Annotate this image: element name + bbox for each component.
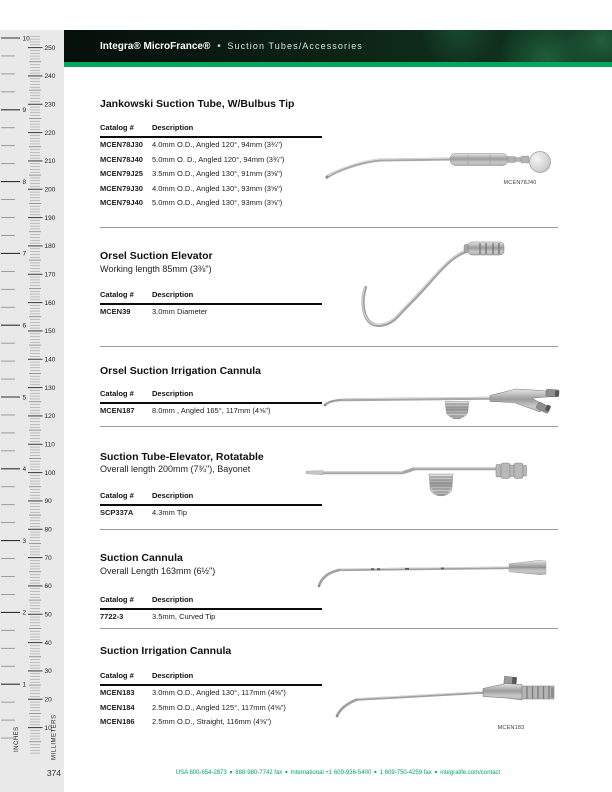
table-body (100, 610, 322, 625)
svg-text:160: 160 (44, 299, 56, 307)
catalog-table (100, 388, 322, 419)
svg-text:200: 200 (44, 186, 56, 194)
catalog-number: MCEN187 (100, 406, 135, 415)
svg-text:3: 3 (22, 537, 27, 545)
section-subtitle: Overall length 200mm (7¾"), Bayonet (100, 464, 251, 474)
bulbus-tip (530, 152, 551, 173)
svg-text:80: 80 (44, 526, 52, 534)
svg-text:30: 30 (44, 668, 52, 676)
svg-text:180: 180 (44, 243, 56, 251)
column-header-catalog: Catalog # (100, 290, 134, 299)
catalog-number: MCEN39 (100, 307, 131, 316)
footer-bullet-icon: ■ (374, 769, 377, 774)
accent-stripe (64, 62, 612, 67)
footer-bullet-icon: ■ (434, 769, 438, 774)
catalog-table (100, 289, 322, 320)
svg-text:140: 140 (44, 356, 56, 364)
section-title-suction-cannula: Suction Cannula (100, 552, 183, 564)
table-body (100, 686, 322, 730)
svg-text:150: 150 (44, 328, 56, 336)
table-row (100, 715, 322, 730)
svg-text:170: 170 (44, 271, 56, 279)
catalog-table (100, 670, 322, 730)
svg-text:4: 4 (22, 466, 27, 474)
footer-item: International +1 609-936-5400 (290, 770, 372, 776)
svg-text:2: 2 (22, 609, 27, 617)
table-body (100, 138, 322, 211)
item-description: 8.0mm , Angled 165°, 117mm (4⅝") (152, 406, 271, 415)
page-header (64, 30, 612, 62)
table-row (100, 610, 322, 625)
column-header-description: Description (152, 290, 194, 299)
table-row (100, 196, 322, 211)
section-divider (100, 426, 558, 427)
table-body (100, 404, 322, 419)
footer-item: USA 800-654-2873 (175, 770, 227, 776)
section-title-jankowski-suction-tube: Jankowski Suction Tube, W/Bulbus Tip (100, 98, 295, 110)
catalog-number: MCEN183 (100, 688, 135, 697)
column-header-description: Description (152, 671, 194, 680)
table-row (100, 404, 322, 419)
svg-text:250: 250 (44, 44, 56, 52)
item-description: 3.5mm O.D., Angled 130°, 91mm (3⅝") (152, 169, 283, 178)
table-header (100, 289, 322, 305)
table-header (100, 122, 322, 138)
section-subtitle: Working length 85mm (3⅜") (100, 264, 212, 274)
header-bullet-icon: ■ (217, 43, 221, 49)
catalog-number: MCEN79J25 (100, 169, 143, 178)
svg-text:120: 120 (44, 413, 56, 421)
svg-text:220: 220 (44, 129, 56, 137)
catalog-number: 7722-3 (100, 612, 124, 621)
item-description: 5.0mm O. D., Angled 120°, 94mm (3¾") (152, 154, 285, 164)
svg-text:60: 60 (44, 583, 52, 591)
catalog-table (100, 490, 322, 521)
item-description: 4.0mm O.D., Angled 130°, 93mm (3⅝") (152, 183, 283, 193)
table-row (100, 167, 322, 182)
table-header (100, 490, 322, 506)
page-number: 374 (46, 768, 61, 778)
section-divider (100, 346, 558, 347)
svg-text:40: 40 (44, 639, 52, 647)
catalog-number: MCEN78J30 (100, 140, 143, 149)
svg-text:90: 90 (44, 498, 52, 506)
svg-text:5: 5 (22, 394, 27, 402)
column-header-description: Description (152, 491, 194, 500)
footer-bullet-icon: ■ (229, 769, 233, 774)
column-header-description: Description (152, 389, 194, 398)
header-section-title: Suction Tubes/Accessories (227, 41, 363, 51)
catalog-number: MCEN79J40 (100, 198, 143, 207)
footer-contact-bar (64, 769, 612, 776)
orsel-suction-elevator-illustration (352, 236, 522, 336)
catalog-number: MCEN79J30 (100, 183, 143, 193)
catalog-table (100, 594, 322, 625)
column-header-catalog: Catalog # (100, 595, 134, 604)
item-description: 2.5mm O.D., Angled 125°, 117mm (4⅝") (152, 702, 286, 712)
suction-irrigation-cannula-illustration (330, 676, 558, 724)
column-header-catalog: Catalog # (100, 389, 134, 398)
table-body (100, 305, 322, 320)
ruler-scale (0, 30, 64, 792)
footer-bullet-icon: ■ (285, 769, 288, 774)
item-description: 4.3mm Tip (152, 508, 188, 517)
section-title-suction-irrigation-cannula: Suction Irrigation Cannula (100, 645, 232, 657)
svg-text:110: 110 (44, 441, 55, 449)
svg-text:240: 240 (44, 73, 56, 81)
instrument-label: MCEN78J40 (503, 180, 537, 186)
table-row (100, 138, 322, 153)
item-description: 3.0mm O.D., Angled 130°, 117mm (4⅝") (152, 688, 286, 697)
item-description: 5.0mm O.D., Angled 130°, 93mm (3⅝") (152, 198, 283, 207)
column-header-catalog: Catalog # (100, 491, 134, 500)
table-row (100, 182, 322, 197)
svg-text:8: 8 (22, 178, 27, 186)
catalog-number: MCEN186 (100, 717, 135, 726)
svg-text:190: 190 (44, 214, 56, 222)
table-row (100, 506, 322, 521)
svg-text:INCHES: INCHES (14, 726, 20, 752)
svg-text:230: 230 (44, 101, 56, 109)
table-header (100, 594, 322, 610)
item-description: 3.5mm, Curved Tip (152, 612, 216, 621)
section-divider (100, 628, 558, 629)
item-description: 3.0mm Diameter (152, 307, 208, 316)
table-header (100, 670, 322, 686)
suction-cannula-illustration (313, 556, 553, 596)
svg-text:50: 50 (44, 611, 52, 619)
contact-link[interactable]: integralife.com/contact (440, 770, 501, 776)
section-divider (100, 529, 558, 530)
ruler (0, 30, 64, 792)
table-row (100, 686, 322, 701)
column-header-catalog: Catalog # (100, 123, 134, 132)
table-header (100, 388, 322, 404)
svg-text:130: 130 (44, 384, 56, 392)
catalog-number: MCEN184 (100, 702, 135, 712)
column-header-description: Description (152, 123, 194, 132)
table-row (100, 701, 322, 716)
table-body (100, 506, 322, 521)
footer-item: 888-980-7742 fax (235, 770, 283, 776)
svg-text:7: 7 (22, 250, 27, 258)
svg-text:10: 10 (44, 724, 52, 732)
catalog-number: SCP337A (100, 508, 134, 517)
section-title-suction-tube-elevator: Suction Tube-Elevator, Rotatable (100, 451, 264, 463)
section-title-orsel-suction-irrigation-cannula: Orsel Suction Irrigation Cannula (100, 365, 262, 377)
catalog-number: MCEN78J40 (100, 154, 143, 164)
column-header-catalog: Catalog # (100, 671, 134, 680)
svg-text:9: 9 (22, 107, 27, 115)
section-title-orsel-suction-elevator: Orsel Suction Elevator (100, 250, 213, 262)
item-description: 2.5mm O.D., Straight, 116mm (4⅝") (152, 717, 272, 726)
svg-text:6: 6 (22, 322, 27, 330)
svg-text:210: 210 (44, 158, 56, 166)
column-header-description: Description (152, 595, 194, 604)
instrument-label: MCEN183 (497, 725, 525, 731)
footer-item: 1 609-750-4259 fax (379, 770, 432, 776)
table-row (100, 153, 322, 168)
svg-text:10: 10 (22, 35, 30, 43)
catalog-table (100, 122, 322, 211)
table-row (100, 305, 322, 320)
item-description: 4.0mm O.D., Angled 120°, 94mm (3¾") (152, 140, 283, 149)
svg-text:70: 70 (44, 554, 52, 562)
brand-title: Integra® MicroFrance® (100, 40, 211, 52)
svg-text:MILLIMETERS: MILLIMETERS (51, 714, 58, 760)
section-divider (100, 227, 558, 228)
svg-text:100: 100 (44, 469, 56, 477)
svg-text:20: 20 (44, 696, 52, 704)
section-subtitle: Overall Length 163mm (6½") (100, 566, 216, 576)
suction-tube-elevator-illustration (303, 458, 528, 508)
svg-text:1: 1 (22, 681, 27, 689)
orsel-suction-irrigation-cannula-illustration (318, 380, 610, 426)
